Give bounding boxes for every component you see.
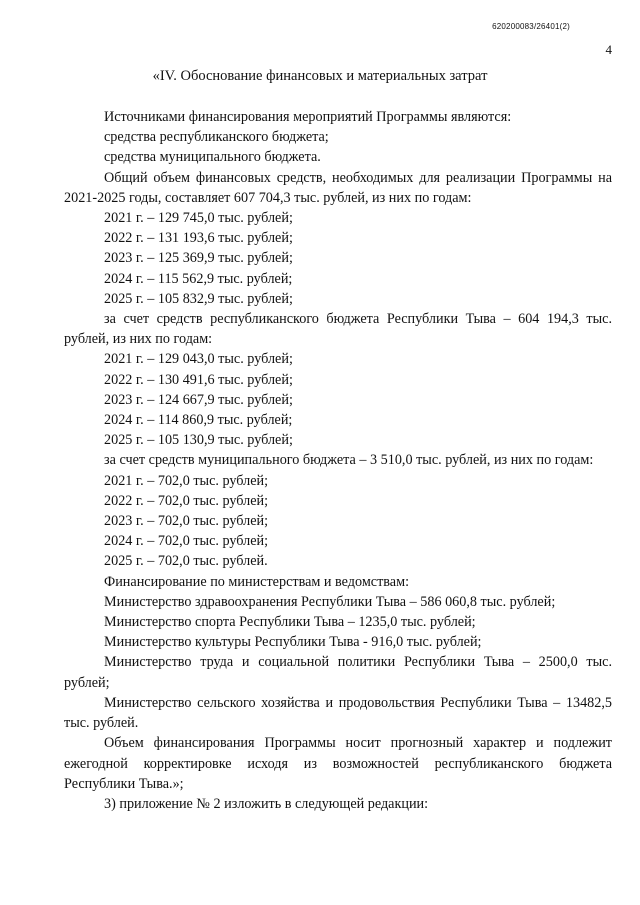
municipal-2023: 2023 г. – 702,0 тыс. рублей;: [104, 513, 269, 530]
republican-2025: 2025 г. – 105 130,9 тыс. рублей;: [104, 432, 293, 449]
ministry-health: Министерство здравоохранения Республики Тыва – 586 060,8 тыс. рублей;: [104, 593, 556, 610]
total-2023: 2023 г. – 125 369,9 тыс. рублей;: [104, 250, 293, 267]
total-2025: 2025 г. – 105 832,9 тыс. рублей;: [104, 290, 293, 307]
paragraph-republican-budget: за счет средств республиканского бюджета Республики Тыва – 604 194,3 тыс. рублей, из них по годам:: [64, 311, 612, 348]
ministry-culture: Министерство культуры Республики Тыва - 916,0 тыс. рублей;: [104, 634, 482, 651]
republican-2024: 2024 г. – 114 860,9 тыс. рублей;: [104, 412, 293, 429]
republican-2023: 2023 г. – 124 667,9 тыс. рублей;: [104, 391, 293, 408]
municipal-2025: 2025 г. – 702,0 тыс. рублей.: [104, 553, 268, 570]
municipal-2021: 2021 г. – 702,0 тыс. рублей;: [104, 472, 269, 489]
section-title: «IV. Обоснование финансовых и материальных затрат: [152, 68, 488, 84]
paragraph-total-volume: Общий объем финансовых средств, необходимых для реализации Программы на 2021-2025 годы, составляет 607 704,3 тыс. рублей, из них по годам:: [64, 169, 612, 206]
municipal-2022: 2022 г. – 702,0 тыс. рублей;: [104, 492, 269, 509]
paragraph-source-republican: средства республиканского бюджета;: [104, 129, 329, 146]
ministry-labor: Министерство труда и социальной политики Республики Тыва – 2500,0 тыс. рублей;: [64, 654, 612, 691]
paragraph-ministries-intro: Финансирование по министерствам и ведомствам:: [104, 573, 410, 590]
total-2022: 2022 г. – 131 193,6 тыс. рублей;: [104, 230, 293, 247]
republican-2022: 2022 г. – 130 491,6 тыс. рублей;: [104, 371, 293, 388]
paragraph-forecast-note: Объем финансирования Программы носит прогнозный характер и подлежит ежегодной корректировке исходя из возможностей республиканского бюджета Республики Тыва.»;: [64, 735, 612, 792]
total-2021: 2021 г. – 129 745,0 тыс. рублей;: [104, 210, 293, 227]
document-body: [64, 107, 612, 814]
ministry-agriculture: Министерство сельского хозяйства и продовольствия Республики Тыва – 13482,5 тыс. рублей.: [64, 694, 612, 732]
paragraph-municipal-budget: за счет средств муниципального бюджета – 3 510,0 тыс. рублей, из них по годам:: [104, 452, 594, 469]
page-number: 4: [605, 42, 612, 57]
paragraph-source-municipal: средства муниципального бюджета.: [104, 149, 321, 166]
total-2024: 2024 г. – 115 562,9 тыс. рублей;: [104, 270, 293, 287]
document-code: 620200083/26401(2): [492, 22, 570, 31]
republican-2021: 2021 г. – 129 043,0 тыс. рублей;: [104, 351, 293, 368]
municipal-2024: 2024 г. – 702,0 тыс. рублей;: [104, 533, 269, 550]
paragraph-sources-intro: Источниками финансирования мероприятий Программы являются:: [104, 109, 512, 125]
paragraph-appendix-2: 3) приложение № 2 изложить в следующей редакции:: [104, 795, 429, 812]
ministry-sport: Министерство спорта Республики Тыва – 1235,0 тыс. рублей;: [104, 614, 476, 631]
